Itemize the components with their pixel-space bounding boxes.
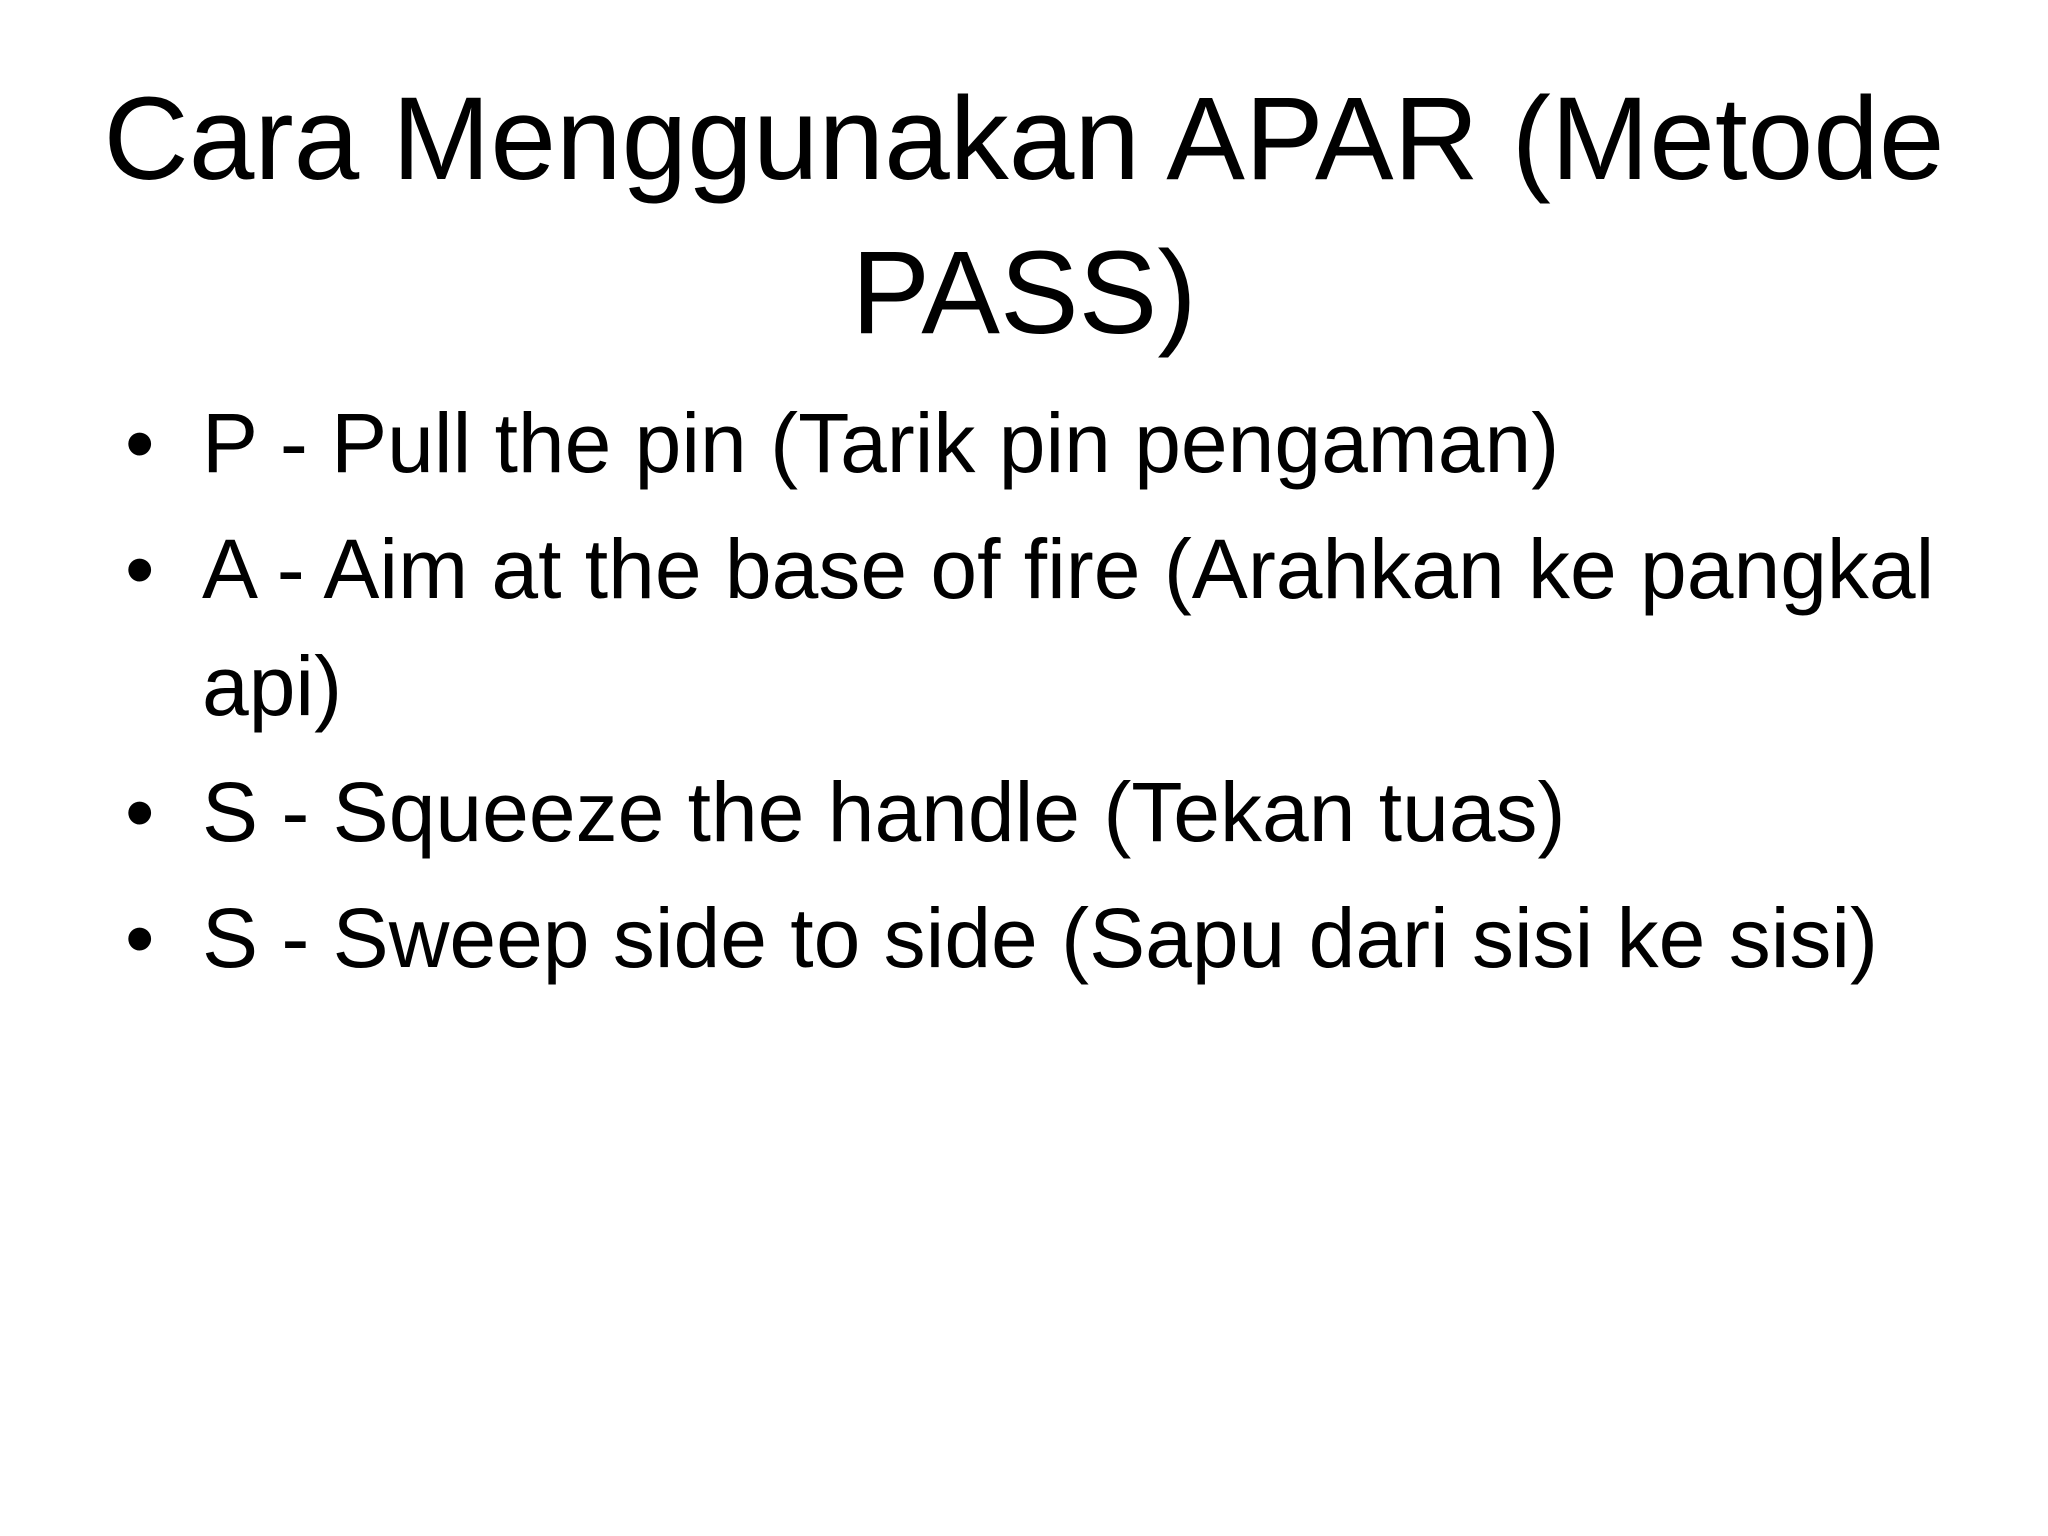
bullet-icon: • (125, 765, 155, 859)
bullet-icon: • (125, 522, 155, 616)
list-item (120, 385, 1940, 502)
list-item (120, 880, 1940, 997)
list-item (120, 511, 1940, 745)
slide-title: Cara Menggunakan APAR (Metode PASS) (103, 73, 1945, 359)
bullet-list (120, 385, 1940, 1006)
list-item (120, 754, 1940, 871)
bullet-icon: • (125, 396, 155, 490)
bullet-text: A - Aim at the base of fire (Arahkan ke pangkal api) (202, 522, 1935, 733)
bullet-text: P - Pull the pin (Tarik pin pengaman) (202, 396, 1560, 490)
bullet-icon: • (125, 891, 155, 985)
bullet-text: S - Squeeze the handle (Tekan tuas) (202, 765, 1566, 859)
bullet-text: S - Sweep side to side (Sapu dari sisi ke sisi) (202, 891, 1879, 985)
